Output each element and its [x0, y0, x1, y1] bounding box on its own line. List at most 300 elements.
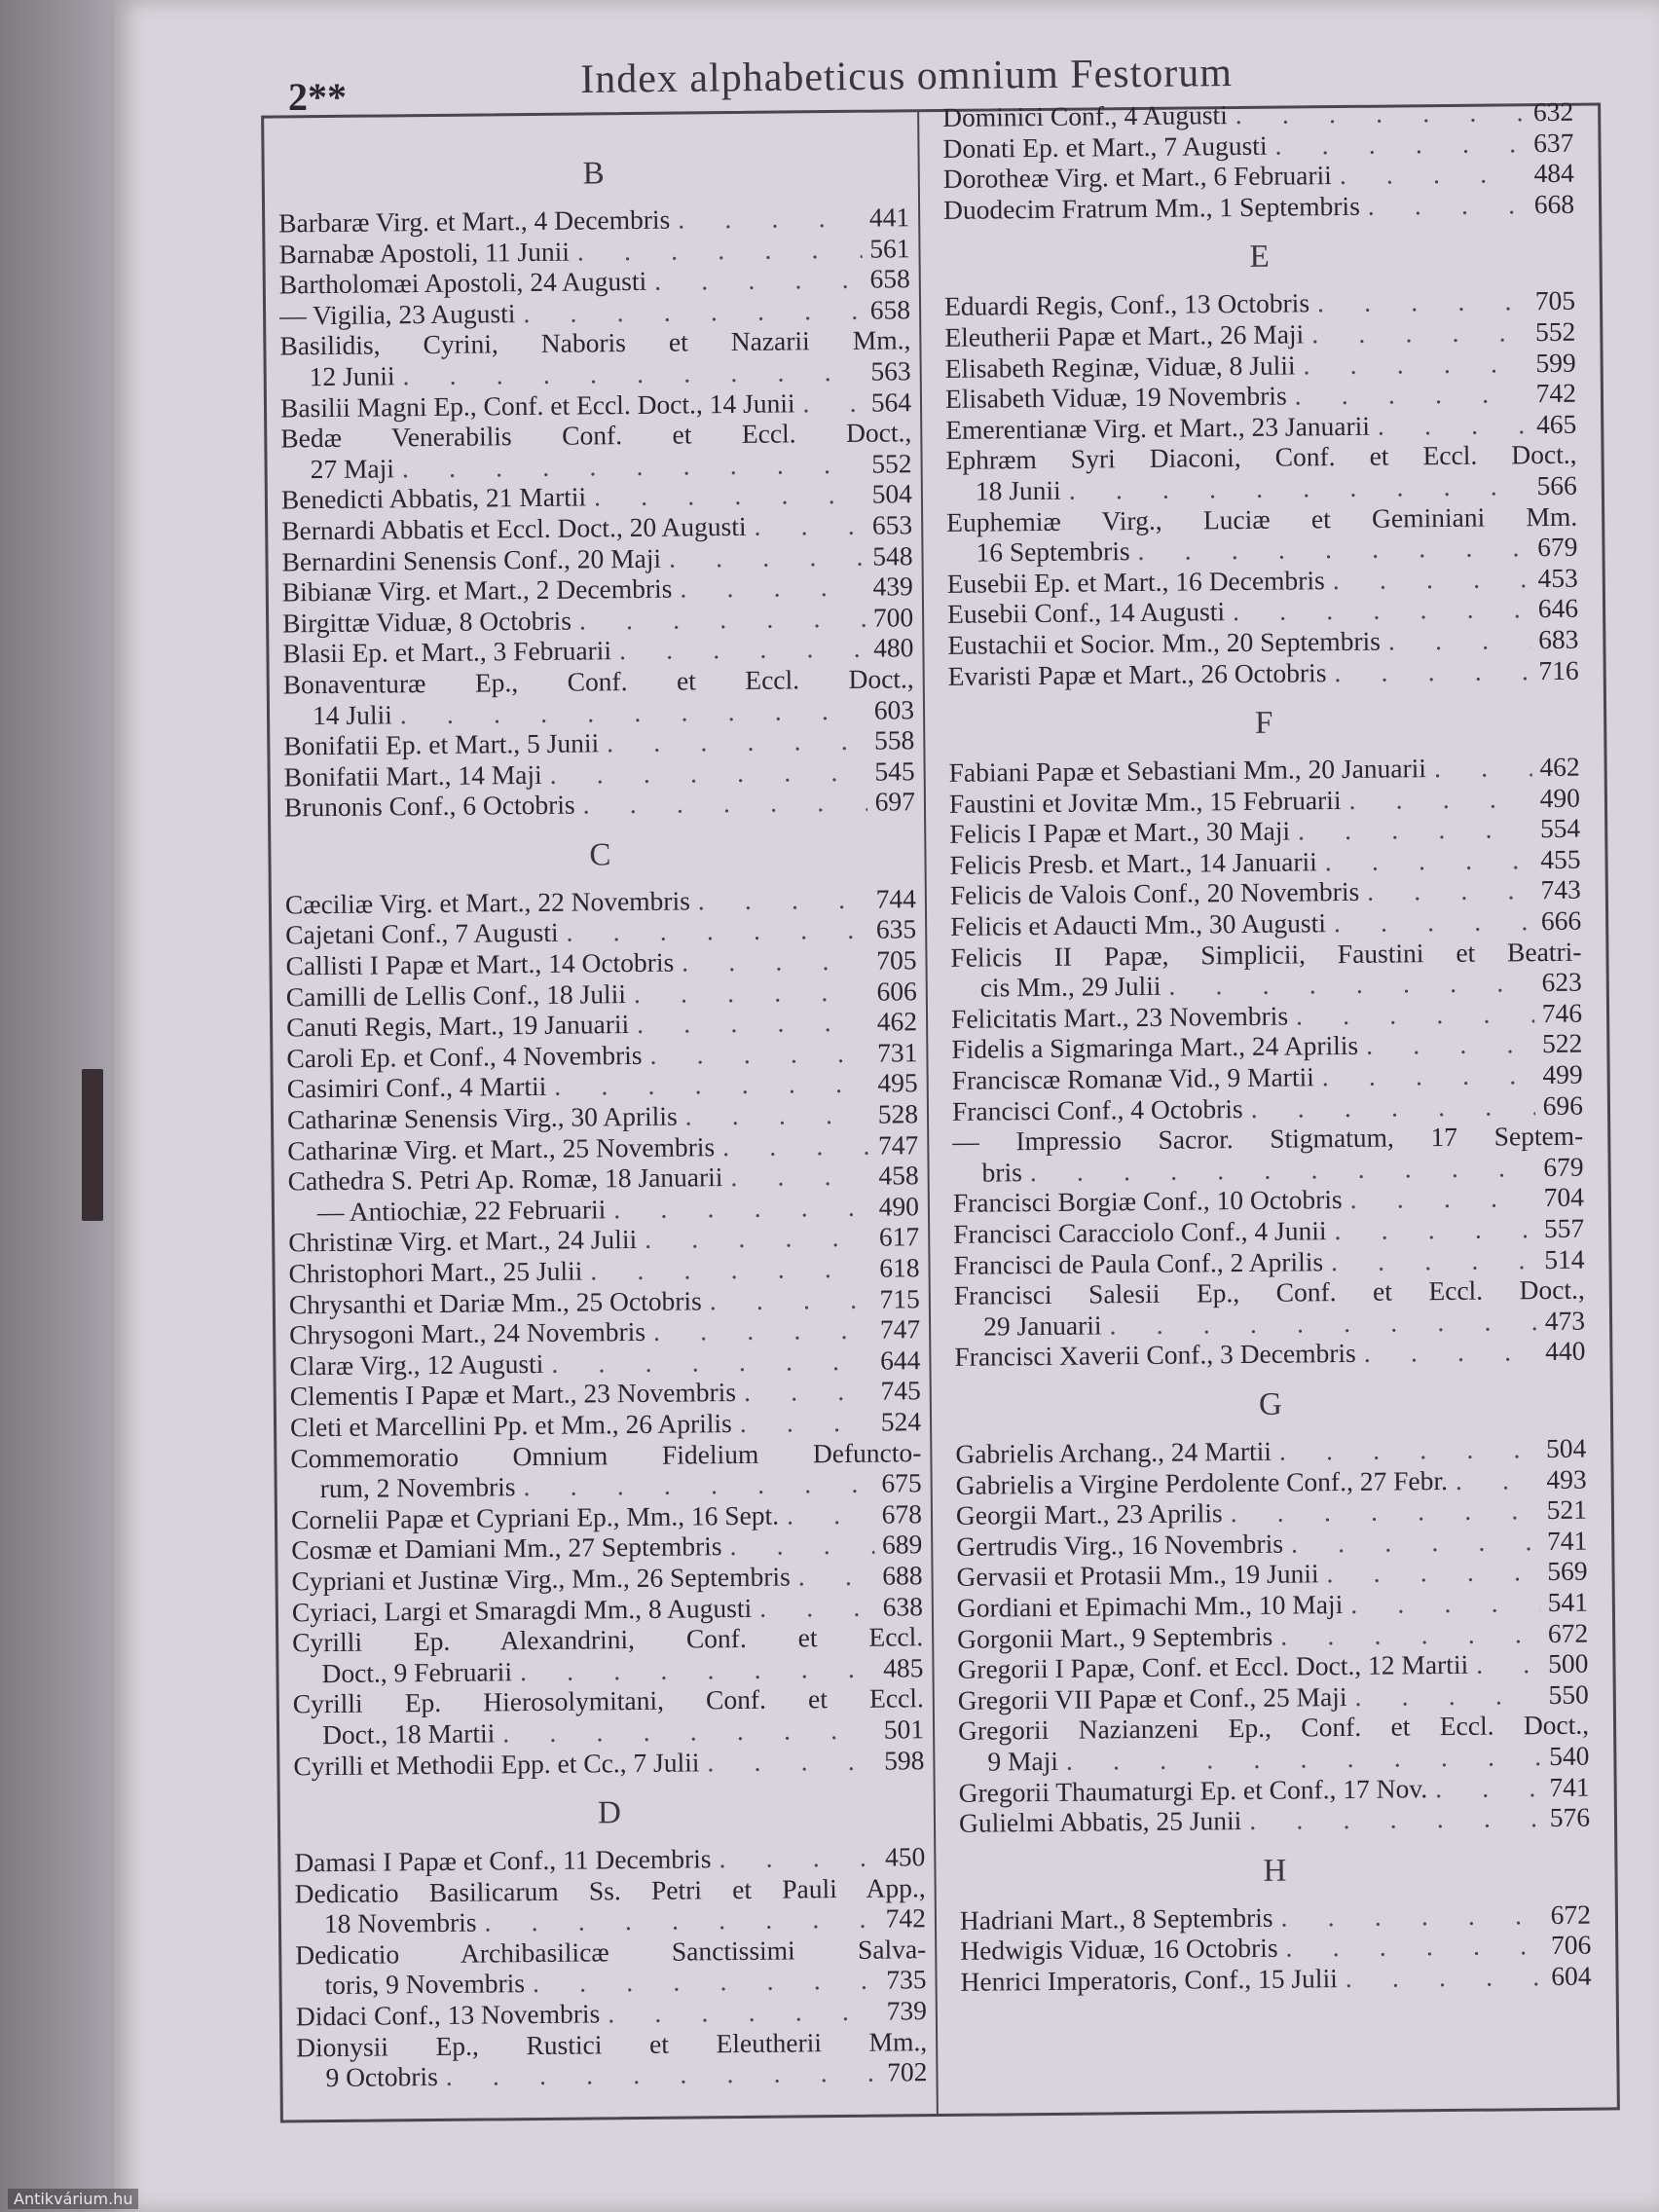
entry-title: 16 Septembris	[976, 535, 1130, 568]
index-entry	[960, 1960, 1591, 1997]
page-reference: 566	[1536, 469, 1577, 501]
dot-leader	[1137, 532, 1530, 566]
dot-leader	[1368, 189, 1527, 221]
entry-title: 18 Junii	[975, 474, 1061, 506]
page-reference: 465	[1535, 408, 1577, 439]
entry-title: Fidelis a Sigmaringa Mart., 24 Aprilis	[951, 1030, 1359, 1065]
page-reference: 716	[1538, 654, 1579, 685]
page-reference: 485	[883, 1651, 924, 1683]
entry-title: Evaristi Papæ et Mart., 26 Octobris	[947, 656, 1327, 691]
index-entry	[295, 1934, 927, 2001]
entry-title-line: Bedæ Venerabilis Conf. et Eccl. Doct.,	[280, 417, 912, 454]
entry-title: Fabiani Papæ et Sebastiani Mm., 20 Januarii	[948, 753, 1427, 788]
page-reference: 618	[879, 1252, 920, 1283]
entry-title: 12 Junii	[309, 360, 395, 392]
dot-leader	[613, 1192, 871, 1225]
entry-title-line: Dedicatio Basilicarum Ss. Petri et Pauli App.,	[294, 1871, 926, 1909]
entry-title: Felicis et Adaucti Mm., 30 Augusti	[950, 907, 1327, 941]
entry-title: 9 Maji	[987, 1745, 1059, 1777]
dot-leader	[722, 1129, 870, 1161]
page-title: Index alphabeticus omnium Festorum	[580, 50, 1234, 102]
entry-title: Christinæ Virg. et Mart., 24 Julii	[288, 1224, 638, 1258]
entry-title: Doct., 9 Februarii	[321, 1655, 513, 1688]
dot-leader	[1334, 655, 1530, 688]
entry-title: Dorotheæ Virg. et Mart., 6 Februarii	[942, 160, 1332, 195]
index-entry	[946, 500, 1578, 568]
page-reference: 700	[872, 601, 914, 633]
page-reference: 495	[877, 1067, 918, 1099]
entry-title-line: Dionysii Ep., Rustici et Eleutherii Mm.,	[296, 2025, 928, 2063]
page-reference: 697	[874, 786, 916, 817]
dot-leader	[551, 1345, 872, 1379]
entry-title: Cornelii Papæ et Cypriani Ep., Mm., 16 Sept.	[290, 1499, 780, 1535]
dot-leader	[594, 479, 865, 512]
dot-leader	[719, 1842, 877, 1874]
dot-leader	[1333, 563, 1530, 596]
page-reference: 632	[1532, 95, 1574, 128]
entry-title: Barnabæ Apostoli, 11 Junii	[278, 236, 571, 270]
page-reference: 617	[878, 1221, 920, 1253]
entry-title: Christophori Mart., 25 Julii	[288, 1255, 583, 1289]
entry-title: Cyrilli et Methodii Epp. et Cc., 7 Julii	[293, 1746, 700, 1781]
index-entry	[950, 936, 1582, 1003]
entry-title: Eusebii Conf., 14 Augusti	[946, 596, 1226, 630]
dot-leader	[554, 1068, 869, 1102]
dot-leader	[1109, 1306, 1537, 1341]
entry-title: Felicis Presb. et Mart., 14 Januarii	[949, 846, 1317, 880]
dot-leader	[678, 203, 862, 235]
entry-title: Gulielmi Abbatis, 25 Junii	[958, 1805, 1242, 1838]
entry-title: Georgii Mart., 23 Aprilis	[955, 1497, 1223, 1531]
entry-title: Bernardini Senensis Conf., 20 Maji	[281, 542, 662, 576]
index-entry	[283, 663, 915, 730]
entry-title: Duodecim Fratrum Mm., 1 Septembris	[942, 190, 1360, 225]
page-reference: 747	[879, 1313, 921, 1345]
dot-leader	[649, 1038, 869, 1071]
page-reference: 666	[1540, 904, 1582, 937]
page-reference: 450	[884, 1841, 926, 1872]
index-entry	[292, 1621, 924, 1688]
page-reference: 603	[873, 693, 915, 725]
dot-leader	[1298, 813, 1532, 846]
entry-title: Franciscæ Romanæ Vid., 9 Martii	[951, 1061, 1314, 1095]
entry-title: Donati Ep. et Mart., 7 Augusti	[942, 129, 1268, 164]
entry-title: Cleti et Marcellini Pp. et Mm., 26 Aprilis	[289, 1408, 732, 1443]
dot-leader	[1066, 1741, 1541, 1776]
entry-title: Elisabeth Reginæ, Viduæ, 8 Julii	[944, 350, 1296, 384]
page-reference: 688	[882, 1560, 923, 1591]
dot-leader	[1434, 752, 1532, 784]
entry-title-line: Bonaventuræ Ep., Conf. et Eccl. Doct.,	[282, 663, 914, 700]
page-reference: 635	[875, 913, 917, 945]
entry-title: Emerentianæ Virg. et Mart., 23 Januarii	[945, 410, 1371, 445]
section-letter: G	[1258, 1386, 1282, 1422]
page-reference: 561	[869, 232, 910, 264]
entry-title: Blasii Ep. et Mart., 3 Februarii	[282, 635, 612, 669]
entry-title: Faustini et Jovitæ Mm., 15 Februarii	[948, 784, 1342, 819]
page-reference: 704	[1543, 1182, 1585, 1213]
dot-leader	[1331, 1244, 1536, 1277]
entry-title: Claræ Virg., 12 Augusti	[289, 1347, 544, 1382]
dot-leader	[1231, 1494, 1539, 1529]
dot-leader	[1235, 96, 1526, 129]
dot-leader	[729, 1530, 874, 1562]
page-reference: 439	[872, 571, 913, 602]
page-reference: 458	[878, 1160, 919, 1191]
page-reference: 501	[883, 1714, 925, 1745]
dot-leader	[787, 1498, 874, 1530]
entry-title: Gorgonii Mart., 9 Septembris	[957, 1620, 1273, 1654]
entry-title: Eusebii Ep. et Mart., 16 Decembris	[946, 564, 1325, 599]
entry-title: Gervasii et Protasii Mm., 19 Junii	[956, 1558, 1319, 1593]
dot-leader	[400, 694, 866, 729]
entry-title: Doct., 18 Martii	[321, 1717, 496, 1751]
page-reference: 696	[1542, 1089, 1584, 1121]
entry-title-line: Basilidis, Cyrini, Naboris et Nazarii Mm.,	[279, 324, 911, 361]
dot-leader	[1322, 1059, 1535, 1092]
page-reference: 747	[877, 1128, 919, 1161]
section-letter: D	[597, 1795, 621, 1831]
dot-leader	[520, 1652, 876, 1686]
page-reference: 705	[876, 944, 917, 976]
page-reference: 746	[1541, 997, 1583, 1028]
entry-title: Hedwigis Viduæ, 16 Octobris	[960, 1932, 1278, 1967]
dot-leader	[1350, 1587, 1540, 1619]
page-reference: 679	[1537, 531, 1578, 563]
dot-leader	[669, 540, 865, 573]
entry-title: Gordiani et Epimachi Mm., 10 Maji	[956, 1588, 1344, 1623]
page-reference: 742	[885, 1902, 927, 1934]
dot-leader	[1476, 1648, 1540, 1679]
dot-leader	[1325, 844, 1533, 877]
dot-leader	[1250, 1090, 1534, 1124]
page-reference: 569	[1547, 1555, 1588, 1587]
entry-title: 29 Januarii	[982, 1309, 1102, 1342]
dot-leader	[523, 1468, 873, 1502]
page-reference: 528	[877, 1098, 919, 1129]
entry-title: Cyriaci, Largi et Smaragdi Mm., 8 Augusti	[291, 1592, 753, 1627]
entry-title-line: Ephræm Syri Diaconi, Conf. et Eccl. Doct.,	[945, 439, 1577, 476]
entry-title: Francisci Borgiæ Conf., 10 Octobris	[952, 1184, 1343, 1219]
dot-leader	[1334, 905, 1533, 939]
dot-leader	[1348, 783, 1531, 815]
dot-leader	[1311, 316, 1528, 350]
entry-title: Clementis I Papæ et Mart., 23 Novembris	[289, 1377, 737, 1412]
page-reference: 689	[881, 1529, 923, 1560]
entry-title: Casimiri Conf., 4 Martii	[286, 1071, 547, 1104]
entry-title: Camilli de Lellis Conf., 18 Julii	[285, 977, 627, 1013]
page-reference: 658	[869, 263, 910, 294]
page-reference: 668	[1533, 188, 1575, 219]
entry-title: 14 Julii	[312, 698, 392, 730]
entry-title: Basilii Magni Ep., Conf. et Eccl. Doct., 14 Junii	[279, 387, 795, 424]
page-reference: 490	[1539, 782, 1581, 813]
page-reference: 552	[871, 448, 912, 479]
section-letter: C	[589, 837, 611, 873]
dot-leader	[484, 1903, 877, 1937]
page-reference: 683	[1537, 623, 1579, 654]
dot-leader	[1388, 624, 1530, 656]
index-entry	[954, 1336, 1585, 1373]
page-reference: 675	[881, 1467, 922, 1498]
entry-title: Felicis I Papæ et Mart., 30 Maji	[949, 815, 1291, 850]
dot-leader	[579, 602, 866, 635]
page-reference: 644	[880, 1344, 921, 1376]
index-entry	[952, 1121, 1584, 1188]
page-reference: 705	[1534, 285, 1576, 316]
page-reference: 623	[1541, 966, 1582, 998]
entry-title: Catharinæ Senensis Virg., 30 Aprilis	[286, 1100, 678, 1135]
dot-leader	[710, 1283, 872, 1315]
page-reference: 741	[1546, 1525, 1588, 1556]
entry-title: rum, 2 Novembris	[319, 1471, 516, 1504]
dot-leader	[1296, 998, 1534, 1031]
entry-title: Bibianæ Virg. et Mart., 2 Decembris	[281, 572, 673, 608]
entry-title: — Antiochiæ, 22 Februarii	[316, 1194, 607, 1227]
section-letter: H	[1263, 1853, 1287, 1889]
entry-title: Didaci Conf., 13 Novembris	[295, 1998, 601, 2032]
dot-leader	[798, 1561, 875, 1592]
dot-leader	[402, 356, 863, 391]
entry-title: Elisabeth Viduæ, 19 Novembris	[944, 380, 1287, 415]
entry-title-line: Cyrilli Ep. Alexandrini, Conf. et Eccl.	[292, 1621, 924, 1658]
page-reference: 484	[1533, 157, 1574, 189]
entry-title: Bonifatii Ep. et Mart., 5 Junii	[283, 727, 600, 761]
entry-title: Catharinæ Virg. et Mart., 25 Novembris	[287, 1130, 716, 1166]
dot-leader	[754, 510, 865, 542]
page-number: 2**	[288, 75, 347, 119]
page-reference: 745	[880, 1375, 921, 1406]
page-reference: 564	[870, 386, 912, 418]
entry-title: Caroli Ep. et Conf., 4 Novembris	[286, 1039, 643, 1074]
page-reference: 557	[1543, 1212, 1585, 1244]
dot-leader	[680, 571, 865, 604]
dot-leader	[698, 884, 868, 916]
section-letter: B	[582, 156, 605, 192]
page-reference: 715	[879, 1282, 920, 1314]
entry-title: Gregorii VII Papæ et Conf., 25 Maji	[957, 1680, 1347, 1715]
entry-title: Cajetani Conf., 7 Augusti	[285, 917, 559, 950]
index-entry	[280, 417, 912, 484]
dot-leader	[1456, 1464, 1539, 1495]
entry-title-line: Euphemiæ Virg., Luciæ et Geminiani Mm.	[946, 500, 1578, 537]
page-reference: 653	[871, 509, 913, 540]
entry-title: Eduardi Regis, Conf., 13 Octobris	[943, 287, 1310, 322]
section-letter: E	[1249, 240, 1270, 276]
dot-leader	[1326, 1556, 1539, 1589]
page-reference: 552	[1534, 315, 1576, 348]
entry-title: cis Mm., 29 Julii	[979, 971, 1161, 1003]
dot-leader	[590, 1253, 871, 1286]
entry-title: Damasi I Papæ et Conf., 11 Decembris	[294, 1843, 712, 1878]
dot-leader	[550, 756, 867, 790]
page-reference: 706	[1550, 1929, 1592, 1961]
entry-title: Canuti Regis, Mart., 19 Januarii	[285, 1009, 630, 1043]
page-reference: 499	[1542, 1058, 1583, 1090]
entry-title: Callisti I Papæ et Mart., 14 Octobris	[285, 946, 675, 981]
page-reference: 441	[868, 202, 910, 233]
dot-leader	[744, 1376, 873, 1408]
index-entry	[290, 1437, 922, 1504]
dot-leader	[619, 633, 866, 666]
page-reference: 490	[878, 1191, 920, 1222]
entry-title: Barbaræ Virg. et Mart., 4 Decembris	[278, 203, 671, 239]
page-reference: 679	[1543, 1151, 1584, 1182]
page-tab-marker	[82, 1069, 103, 1221]
page-reference: 604	[1551, 1960, 1592, 1991]
page-reference: 599	[1535, 347, 1576, 378]
dot-leader	[653, 1314, 872, 1347]
page-reference: 672	[1547, 1617, 1589, 1648]
page-reference: 545	[874, 755, 915, 787]
index-entry	[293, 1745, 924, 1782]
entry-title: 27 Maji	[310, 453, 395, 484]
entry-title: Cæciliæ Virg. et Mart., 22 Novembris	[284, 885, 690, 920]
page-reference: 504	[871, 478, 913, 509]
page-reference: 550	[1548, 1678, 1589, 1710]
page-reference: 541	[1547, 1586, 1588, 1617]
page-reference: 500	[1548, 1647, 1589, 1679]
dot-leader	[566, 914, 868, 948]
entry-title: Felicitatis Mart., 23 Novembris	[950, 1000, 1289, 1034]
dot-leader	[446, 2057, 880, 2092]
page-reference: 672	[1550, 1899, 1592, 1930]
dot-leader	[1366, 1029, 1534, 1061]
dot-leader	[654, 264, 863, 297]
page-reference: 731	[877, 1037, 918, 1068]
entry-title: Gabrielis a Virgine Perdolente Conf., 27 Febr.	[955, 1464, 1449, 1500]
page-reference: 741	[1549, 1771, 1590, 1802]
dot-leader	[1291, 1526, 1539, 1559]
dot-leader	[1279, 1433, 1538, 1466]
dot-leader	[740, 1407, 873, 1439]
page-reference: 742	[1535, 377, 1577, 409]
entry-title: Dominici Conf., 4 Augusti	[942, 99, 1228, 132]
dot-leader	[533, 1965, 879, 1999]
page-reference: 576	[1549, 1801, 1591, 1833]
entry-title-line: Dedicatio Archibasilicæ Sanctissimi Salva-	[295, 1934, 927, 1971]
dot-leader	[1349, 1183, 1535, 1215]
dot-leader	[582, 787, 866, 820]
entry-title: Chrysogoni Mart., 24 Novembris	[289, 1316, 646, 1350]
dot-leader	[1435, 1772, 1542, 1804]
page-reference: 514	[1544, 1243, 1585, 1274]
entry-title: Gabrielis Archang., 24 Martii	[955, 1435, 1272, 1469]
index-column-left	[277, 135, 927, 2093]
entry-title: Francisci Xaverii Conf., 3 Decembris	[954, 1338, 1356, 1373]
dot-leader	[1069, 470, 1530, 505]
page-reference: 744	[875, 883, 917, 914]
dot-leader	[1233, 593, 1530, 627]
entry-title: Eustachii et Socior. Mm., 20 Septembris	[947, 625, 1382, 660]
dot-leader	[1367, 875, 1533, 907]
entry-title: Chrysanthi et Dariæ Mm., 25 Octobris	[288, 1284, 702, 1320]
entry-title: Gregorii Thaumaturgi Ep. et Conf., 17 Nov.	[958, 1772, 1428, 1808]
dot-leader	[759, 1591, 875, 1623]
entry-title: Birgittæ Viduæ, 8 Octobris	[281, 605, 572, 639]
dot-leader	[1354, 1679, 1540, 1712]
page-reference: 658	[869, 294, 911, 325]
dot-leader	[637, 1007, 869, 1040]
page-reference: 453	[1537, 562, 1578, 593]
page-reference: 735	[886, 1964, 927, 1996]
page-reference: 548	[872, 539, 913, 571]
entry-title: Francisci Caracciolo Conf., 4 Junii	[953, 1215, 1327, 1249]
dot-leader	[707, 1745, 876, 1777]
page-reference: 504	[1545, 1432, 1587, 1464]
page-reference: 638	[882, 1590, 924, 1622]
dot-leader	[1364, 1337, 1538, 1369]
dot-leader	[1340, 158, 1527, 190]
entry-title: toris, 9 Novembris	[324, 1968, 526, 2001]
page-reference: 522	[1541, 1028, 1583, 1059]
dot-leader	[577, 233, 863, 266]
entry-title: Felicis de Valois Conf., 20 Novembris	[949, 876, 1360, 911]
index-entry	[954, 1274, 1586, 1342]
dot-leader	[1280, 1618, 1540, 1651]
entry-title: Francisci de Paula Conf., 2 Aprilis	[953, 1245, 1324, 1280]
entry-title: Brunonis Conf., 6 Octobris	[283, 789, 575, 823]
entry-title-line: — Impressio Sacror. Stigmatum, 17 Septem-	[952, 1120, 1584, 1158]
section-letter: F	[1254, 705, 1273, 741]
dot-leader	[607, 725, 866, 758]
dot-leader	[523, 295, 863, 329]
dot-leader	[1285, 1930, 1543, 1963]
index-entry	[279, 325, 911, 392]
index-entry	[296, 2026, 928, 2093]
entry-title: Gertrudis Virg., 16 Novembris	[956, 1528, 1284, 1562]
dot-leader	[730, 1161, 870, 1193]
index-entry	[958, 1710, 1590, 1777]
entry-title: Cosmæ et Damiani Mm., 27 Septembris	[291, 1530, 722, 1566]
index-entry	[293, 1683, 925, 1751]
watermark: Antikvárium.hu	[8, 2189, 138, 2209]
entry-title-line: Francisci Salesii Ep., Conf. et Eccl. Doct.,	[953, 1273, 1585, 1311]
dot-leader	[682, 945, 868, 977]
dot-leader	[1274, 128, 1526, 161]
dot-leader	[402, 448, 865, 483]
index-entry	[295, 1872, 927, 1939]
page-reference: 646	[1537, 593, 1579, 624]
entry-title: Francisci Conf., 4 Octobris	[951, 1092, 1243, 1126]
page-reference: 558	[873, 724, 915, 756]
entry-title: Bernardi Abbatis et Eccl. Doct., 20 Augusti	[281, 510, 747, 546]
dot-leader	[1280, 1899, 1543, 1933]
page-reference: 440	[1544, 1336, 1586, 1367]
index-column-right	[942, 96, 1592, 1998]
page-reference: 743	[1540, 874, 1581, 905]
dot-leader	[1346, 1961, 1544, 1994]
page-reference: 540	[1548, 1740, 1590, 1771]
dot-leader	[802, 387, 864, 418]
index-entry	[284, 787, 915, 824]
entry-title: Bonifatii Mart., 14 Maji	[283, 758, 542, 793]
entry-title-line: Cyrilli Ep. Hierosolymitani, Conf. et Eccl.	[292, 1682, 924, 1719]
page-reference: 462	[1539, 751, 1580, 783]
index-frame	[261, 95, 1620, 2122]
entry-title: — Vigilia, 23 Augusti	[278, 297, 516, 331]
dot-leader	[1030, 1152, 1536, 1188]
dot-leader	[608, 1996, 879, 2029]
page-reference: 598	[883, 1744, 925, 1776]
page-reference: 637	[1533, 127, 1574, 158]
entry-title: Cypriani et Justinæ Virg., Mm., 26 Septembris	[291, 1561, 791, 1597]
entry-title-line: Gregorii Nazianzeni Ep., Conf. et Eccl. Doct.,	[957, 1709, 1590, 1747]
page-reference: 563	[870, 355, 911, 387]
page-reference: 455	[1540, 843, 1581, 874]
dot-leader	[1249, 1802, 1542, 1835]
page-reference: 606	[876, 975, 917, 1007]
